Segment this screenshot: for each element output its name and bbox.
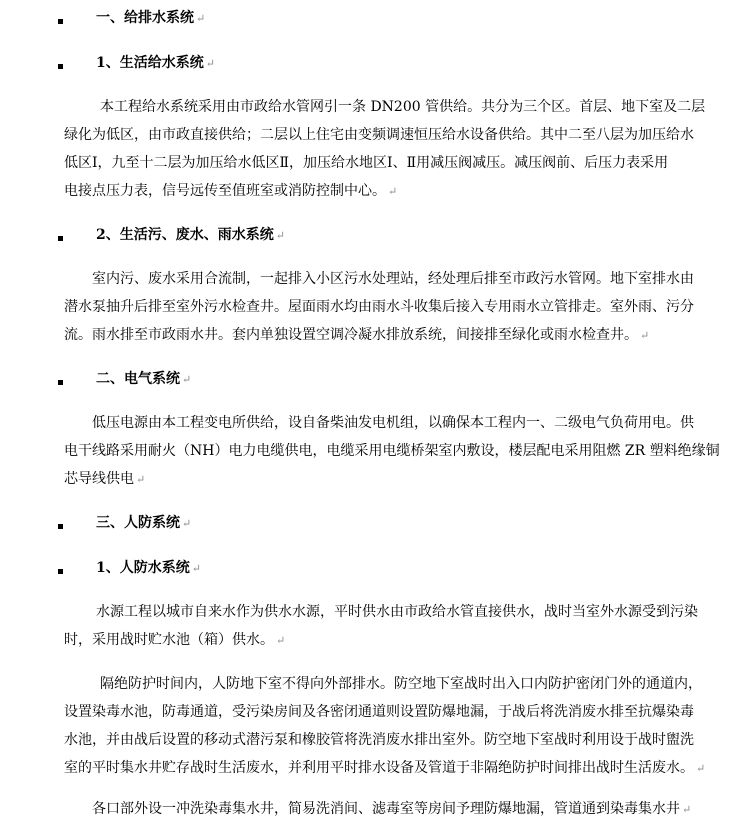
body-paragraph	[64, 670, 704, 783]
subsection-heading	[96, 560, 201, 577]
bullet	[58, 524, 63, 529]
paragraph-mark-icon: ↵	[275, 229, 285, 242]
body-paragraph	[64, 795, 704, 824]
paragraph-mark-icon: ↵	[196, 12, 206, 25]
body-paragraph	[64, 265, 704, 350]
text-line: 水源工程以城市自来水作为供水水源，平时供水由市政给水管直接供水，战时当室外水源受到污染	[96, 604, 698, 620]
text-line: 芯导线供电 ↵	[64, 471, 146, 487]
text-line: 各口部外设一冲洗染毒集水井，简易洗消间、滤毒室等房间予理防爆地漏，管道通到染毒集水井 ↵	[92, 801, 692, 817]
subsection-heading	[96, 55, 215, 72]
paragraph-mark-icon: ↵	[388, 185, 398, 198]
paragraph-mark-icon: ↵	[191, 562, 201, 575]
text-line: 流。雨水排至市政雨水井。套内单独设置空调冷凝水排放系统，间接排至绿化或雨水检查井。 ↵	[64, 327, 650, 343]
text-line: 设置染毒水池，防毒通道，受污染房间及各密闭通道则设置防爆地漏，于战后将洗消废水排至抗爆染毒	[64, 704, 694, 720]
text-line: 时，采用战时贮水池（箱）供水。 ↵	[64, 632, 286, 648]
section-heading	[96, 371, 191, 388]
heading-text: 一、给排水系统	[96, 10, 194, 26]
body-paragraph	[64, 409, 720, 494]
section-heading	[96, 515, 191, 532]
body-paragraph	[64, 93, 704, 206]
heading-text: 二、电气系统	[96, 371, 180, 387]
heading-text: 三、人防系统	[96, 515, 180, 531]
paragraph-mark-icon: ↵	[205, 57, 215, 70]
paragraph-mark-icon: ↵	[640, 329, 650, 342]
paragraph-mark-icon: ↵	[276, 634, 286, 647]
text-line: 潜水泵抽升后排至室外污水检查井。屋面雨水均由雨水斗收集后接入专用雨水立管排走。室外雨、污分	[64, 299, 694, 315]
bullet	[58, 569, 63, 574]
bullet	[58, 380, 63, 385]
heading-text: 1、人防水系统	[96, 560, 190, 576]
text-line: 本工程给水系统采用由市政给水管网引一条 DN200 管供给。共分为三个区。首层、地下室及二层	[100, 99, 706, 115]
subsection-heading	[96, 227, 285, 244]
paragraph-mark-icon: ↵	[696, 762, 706, 775]
text-line: 室内污、废水采用合流制，一起排入小区污水处理站，经处理后排至市政污水管网。地下室排水由	[92, 271, 694, 287]
text-line: 电接点压力表，信号远传至值班室或消防控制中心。 ↵	[64, 183, 398, 199]
text-line: 电干线路采用耐火（NH）电力电缆供电，电缆采用电缆桥架室内敷设，楼层配电采用阻燃 ZR 塑料绝缘铜	[64, 443, 720, 459]
bullet	[58, 19, 63, 24]
paragraph-mark-icon: ↵	[136, 473, 146, 486]
bullet	[58, 64, 63, 69]
text-line: 水池，并由战后设置的移动式潜污泵和橡胶管将洗消废水排出室外。防空地下室战时利用设于战时盥洗	[64, 732, 694, 748]
paragraph-mark-icon: ↵	[182, 373, 192, 386]
heading-text: 1、生活给水系统	[96, 55, 204, 71]
text-line: 低压电源由本工程变电所供给，设自备柴油发电机组，以确保本工程内一、二级电气负荷用电。供	[92, 415, 694, 431]
paragraph-mark-icon: ↵	[682, 803, 692, 816]
bullet	[58, 236, 63, 241]
section-heading	[96, 10, 205, 27]
text-line: 低区Ⅰ，九至十二层为加压给水低区Ⅱ，加压给水地区Ⅰ、Ⅱ用减压阀减压。减压阀前、后压力表采用	[64, 155, 669, 171]
paragraph-mark-icon: ↵	[182, 517, 192, 530]
text-line: 室的平时集水井贮存战时生活废水，并利用平时排水设备及管道于非隔绝防护时间排出战时生活废水。 ↵	[64, 760, 706, 776]
text-line: 绿化为低区，由市政直接供给；二层以上住宅由变频调速恒压给水设备供给。其中二至八层为加压给水	[64, 127, 694, 143]
heading-text: 2、生活污、废水、雨水系统	[96, 227, 274, 243]
body-paragraph	[64, 598, 704, 655]
text-line: 隔绝防护时间内，人防地下室不得向外部排水。防空地下室战时出入口内防护密闭门外的通道内，	[100, 676, 702, 692]
